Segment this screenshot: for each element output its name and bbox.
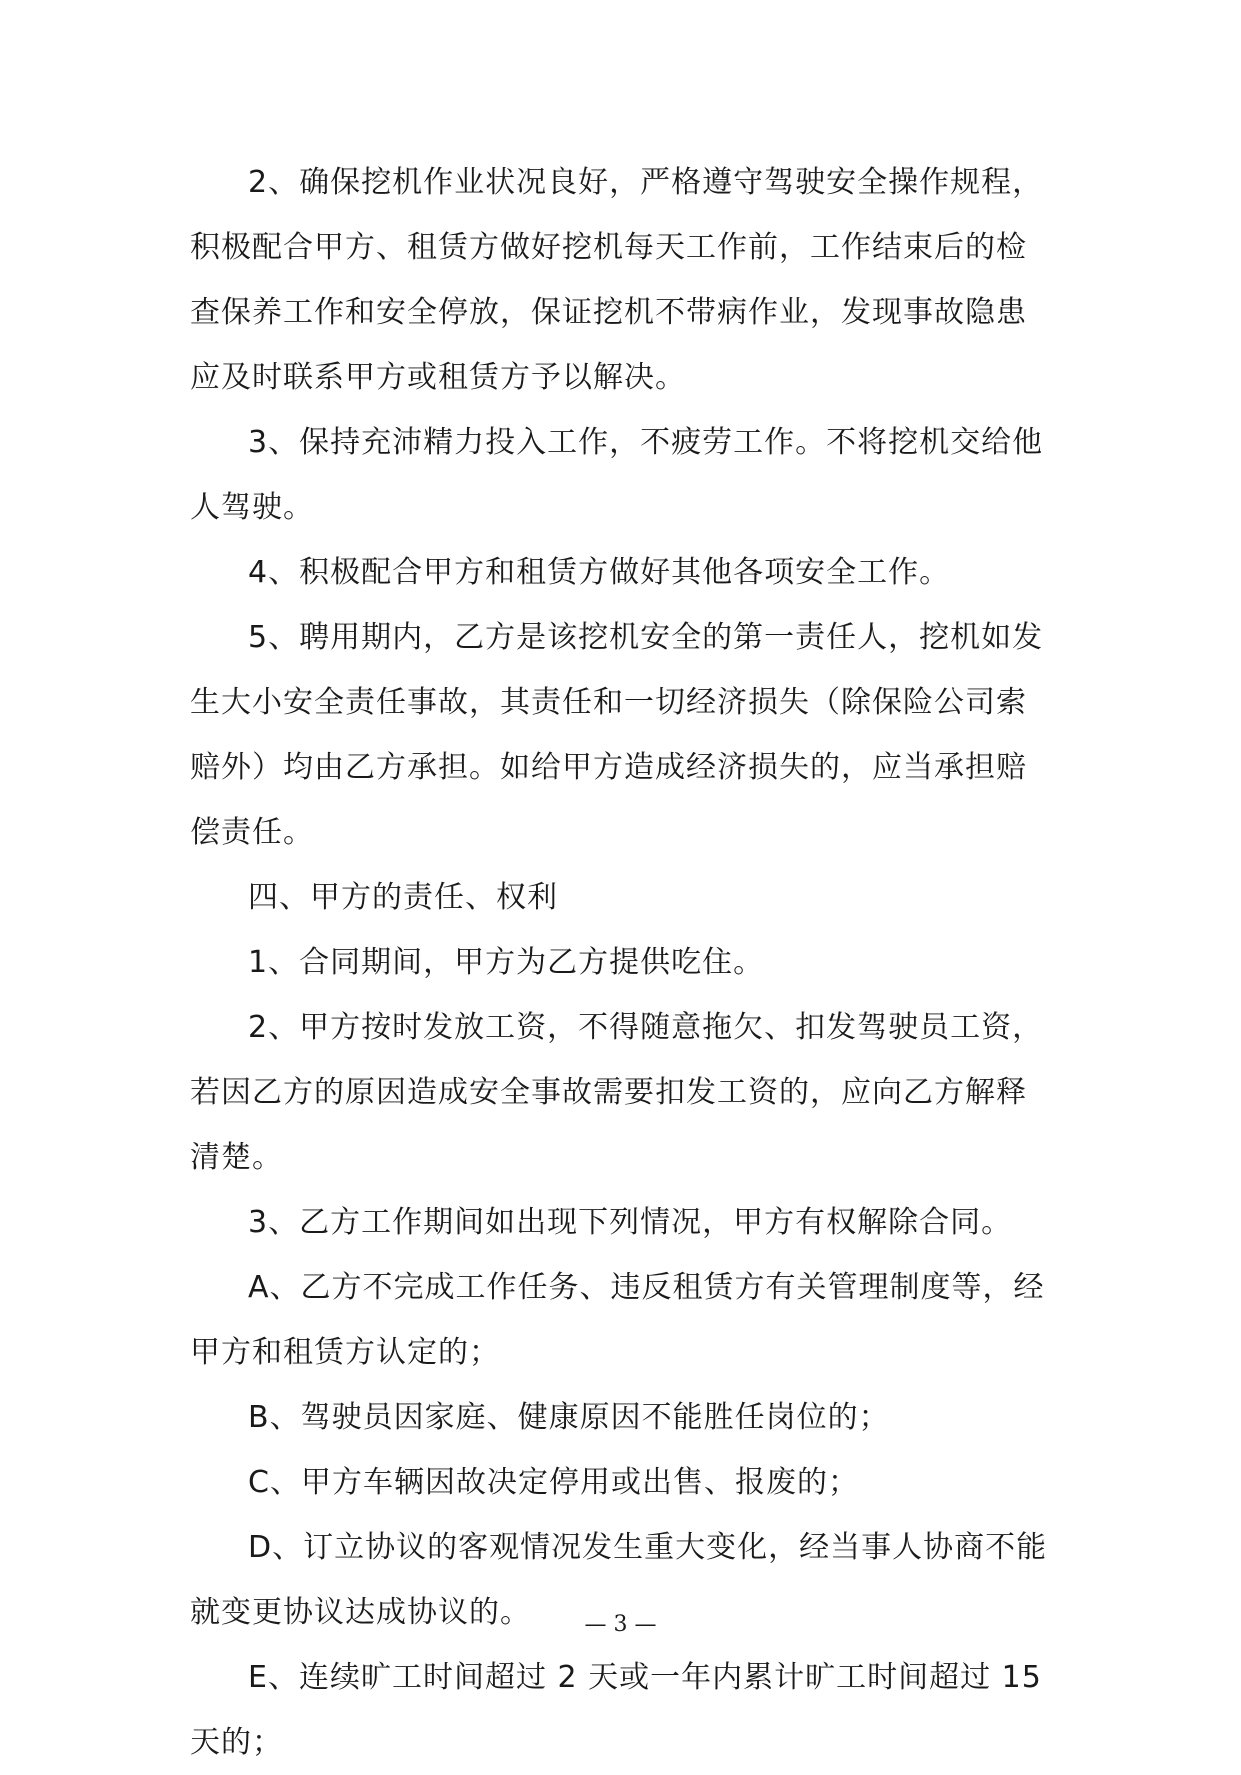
list-item-d: D、订立协议的客观情况发生重大变化，经当事人协商不能就变更协议达成协议的。	[190, 1530, 1048, 1630]
paragraph-clause-3-fatigue: 3、保持充沛精力投入工作，不疲劳工作。不将挖机交给他人驾驶。	[190, 425, 1044, 525]
paragraph-clause-5-liability: 5、聘用期内，乙方是该挖机安全的第一责任人，挖机如发生大小安全责任事故，其责任和一切经济损失（除保险公司索赔外）均由乙方承担。如给甲方造成经济损失的，应当承担赔偿责任。	[190, 620, 1044, 850]
list-item-c: C、甲方车辆因故决定停用或出售、报废的；	[248, 1465, 859, 1500]
paragraph-clause-4-safety: 4、积极配合甲方和租赁方做好其他各项安全工作。	[248, 555, 951, 590]
section-heading-party-a: 四、甲方的责任、权利	[248, 880, 558, 915]
paragraph-clause-2-maintenance: 2、确保挖机作业状况良好，严格遵守驾驶安全操作规程，积极配合甲方、租赁方做好挖机每天工作前，工作结束后的检查保养工作和安全停放，保证挖机不带病作业，发现事故隐患应及时联系甲方或租赁方予以解决。	[190, 165, 1044, 395]
paragraph-party-a-3: 3、乙方工作期间如出现下列情况，甲方有权解除合同。	[248, 1205, 1013, 1240]
paragraph-party-a-2: 2、甲方按时发放工资，不得随意拖欠、扣发驾驶员工资，若因乙方的原因造成安全事故需要扣发工资的，应向乙方解释清楚。	[190, 1010, 1044, 1175]
list-item-b: B、驾驶员因家庭、健康原因不能胜任岗位的；	[248, 1400, 890, 1435]
list-item-e: E、连续旷工时间超过 2 天或一年内累计旷工时间超过 15 天的；	[190, 1660, 1042, 1760]
page-number: — 3 —	[584, 1612, 657, 1637]
paragraph-party-a-1: 1、合同期间，甲方为乙方提供吃住。	[248, 945, 765, 980]
list-item-a: A、乙方不完成工作任务、违反租赁方有关管理制度等，经甲方和租赁方认定的；	[190, 1270, 1045, 1370]
document-body	[190, 150, 1052, 1775]
